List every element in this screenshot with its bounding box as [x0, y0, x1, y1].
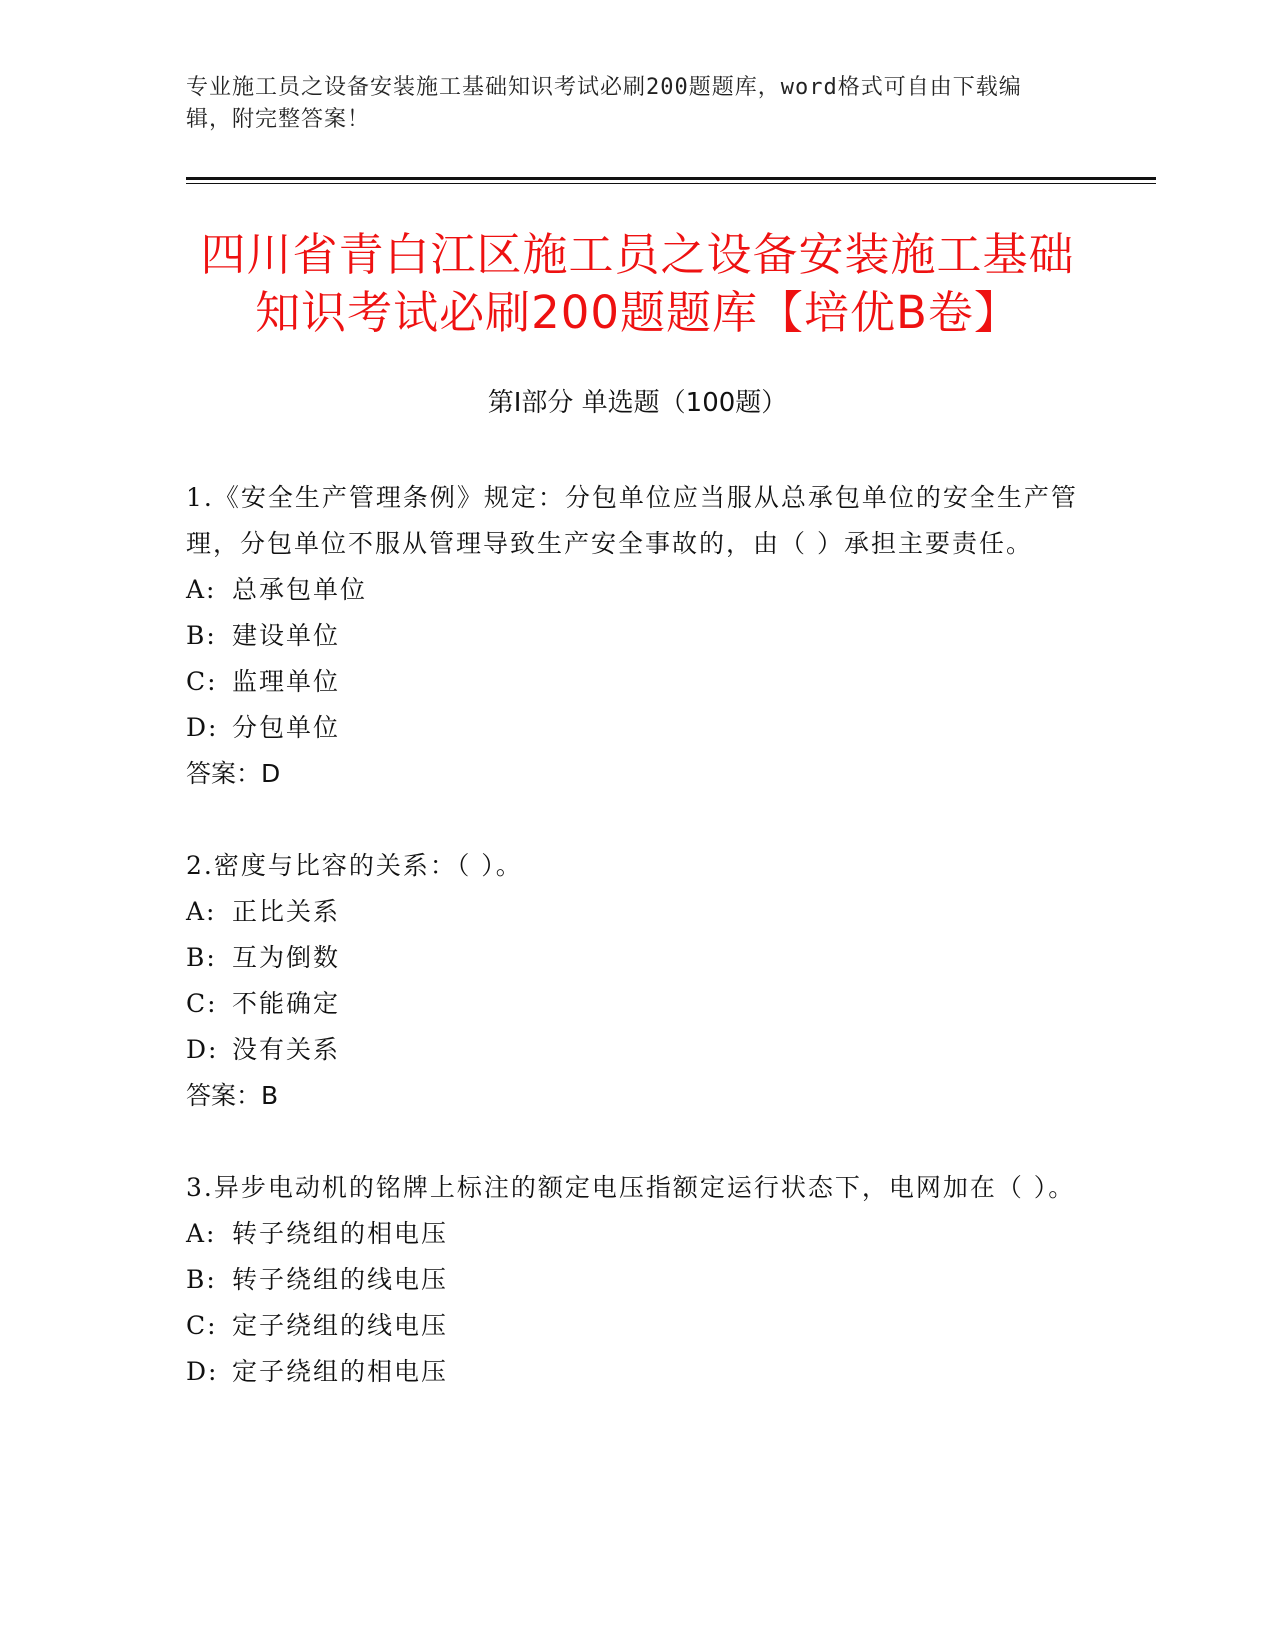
option-key: A: [186, 575, 217, 604]
option-b [186, 935, 1086, 981]
option-text: 监理单位 [232, 667, 341, 696]
document-title-line-2: 知识考试必刷200题题库【培优B卷】 [255, 286, 1020, 339]
option-key: B: [186, 1265, 217, 1294]
question-stem: 1.《安全生产管理条例》规定：分包单位应当服从总承包单位的安全生产管理，分包单位不服从管理导致生产安全事故的，由（ ）承担主要责任。 [186, 483, 1078, 558]
option-a [186, 1211, 1086, 1257]
option-text: 没有关系 [232, 1035, 341, 1064]
option-key: C: [186, 667, 218, 696]
option-text: 定子绕组的线电压 [232, 1311, 449, 1340]
option-text: 转子绕组的相电压 [232, 1219, 449, 1248]
option-text: 总承包单位 [232, 575, 368, 604]
question-1 [186, 475, 1086, 797]
option-key: B: [186, 943, 217, 972]
header-rule-thin [186, 183, 1156, 184]
option-d [186, 705, 1086, 751]
question-stem: 2.密度与比容的关系：（ ）。 [186, 851, 523, 880]
option-b [186, 1257, 1086, 1303]
option-key: D: [186, 713, 219, 742]
document-title [150, 226, 1125, 342]
option-c [186, 1303, 1086, 1349]
header-rule-thick [186, 177, 1156, 180]
option-text: 定子绕组的相电压 [232, 1357, 449, 1386]
option-b [186, 613, 1086, 659]
question-stem: 3.异步电动机的铭牌上标注的额定电压指额定运行状态下，电网加在（ ）。 [186, 1173, 1076, 1202]
option-key: A: [186, 897, 217, 926]
option-key: D: [186, 1035, 219, 1064]
option-key: C: [186, 989, 218, 1018]
question-list [186, 475, 1086, 1395]
option-d [186, 1349, 1086, 1395]
option-a [186, 889, 1086, 935]
option-key: B: [186, 621, 217, 650]
header-note: 专业施工员之设备安装施工基础知识考试必刷200题题库，word格式可自由下载编辑，附完整答案！ [186, 75, 1022, 132]
question-spacer [186, 797, 1086, 843]
option-c [186, 659, 1086, 705]
option-text: 正比关系 [232, 897, 341, 926]
option-d [186, 1027, 1086, 1073]
option-text: 不能确定 [232, 989, 341, 1018]
question-2 [186, 843, 1086, 1119]
option-text: 互为倒数 [232, 943, 341, 972]
option-c [186, 981, 1086, 1027]
option-key: D: [186, 1357, 219, 1386]
answer-line: 答案：D [186, 759, 281, 788]
option-key: C: [186, 1311, 218, 1340]
option-text: 建设单位 [232, 621, 341, 650]
section-heading: 第I部分 单选题（100题） [487, 388, 788, 418]
option-text: 转子绕组的线电压 [232, 1265, 449, 1294]
option-a [186, 567, 1086, 613]
answer-line: 答案：B [186, 1081, 279, 1110]
option-key: A: [186, 1219, 217, 1248]
question-3 [186, 1165, 1086, 1395]
question-spacer [186, 1119, 1086, 1165]
option-text: 分包单位 [232, 713, 341, 742]
document-title-line-1: 四川省青白江区施工员之设备安装施工基础 [200, 228, 1075, 281]
